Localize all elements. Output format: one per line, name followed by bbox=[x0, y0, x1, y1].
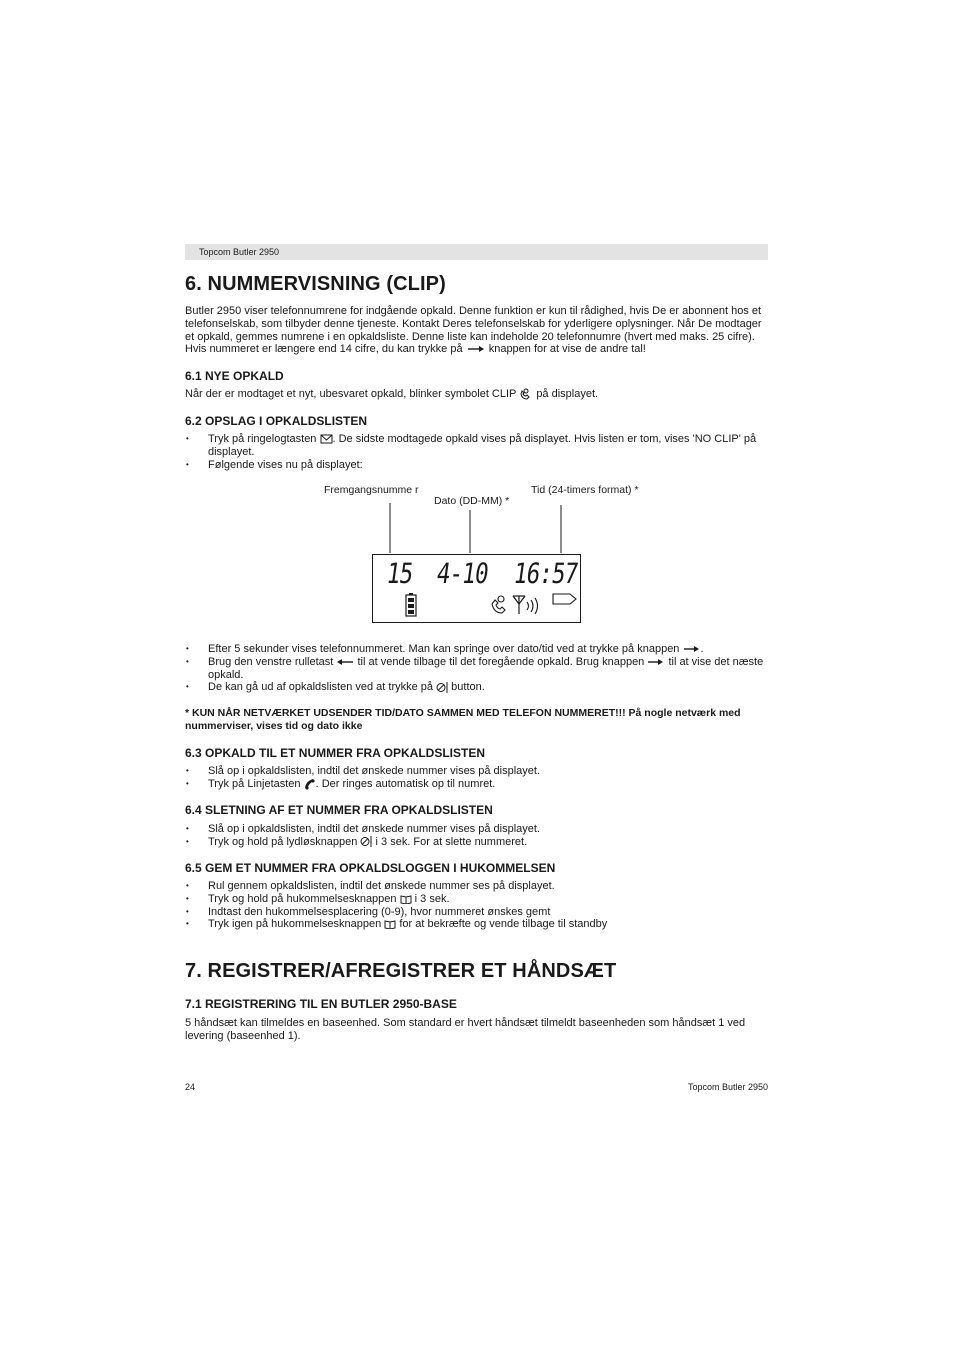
s63-b2-b: . Der ringes automatisk op til numret. bbox=[315, 777, 496, 790]
network-note: * KUN NÅR NETVÆRKET UDSENDER TID/DATO SAMMEN MED TELEFON NUMMERET!!! På nogle netværk med nummerviser, vises tid og dato ikke bbox=[185, 707, 741, 732]
list-item bbox=[185, 681, 768, 694]
section-6-3-title: 6.3 OPKALD TIL ET NUMMER FRA OPKALDSLISTEN bbox=[185, 746, 486, 760]
s62-c1-a: Efter 5 sekunder vises telefonnummeret. Man kan springe over dato/tid ved at trykke på knappen bbox=[208, 643, 680, 655]
list-item: • Følgende vises nu på displayet: bbox=[185, 459, 768, 472]
arrow-right-icon bbox=[466, 345, 486, 353]
list-item: • Indtast den hukommelsesplacering (0-9), hvor nummeret ønskes gemt bbox=[185, 906, 768, 919]
arrow-right-icon bbox=[683, 645, 701, 653]
list-item bbox=[185, 918, 768, 931]
envelope-icon bbox=[320, 434, 333, 444]
list-item bbox=[185, 433, 768, 459]
battery-icon bbox=[405, 593, 417, 617]
s64-b2-b: i 3 sek. For at slette nummeret. bbox=[375, 835, 528, 848]
book-icon bbox=[400, 894, 412, 904]
section-6-1-text bbox=[185, 388, 768, 401]
s65-b4-a: Tryk igen på hukommelsesknappen bbox=[208, 918, 382, 931]
clip-icon bbox=[490, 595, 512, 615]
section-6-title: 6. NUMMERVISNING (CLIP) bbox=[185, 273, 446, 295]
lcd-time: 16:57 bbox=[511, 557, 580, 590]
arrow-left-icon bbox=[336, 658, 354, 666]
s65-b2-b: i 3 sek. bbox=[414, 892, 450, 905]
s62-c2-c: til at vise det næste opkald. bbox=[208, 655, 764, 681]
lcd-screen bbox=[372, 554, 581, 623]
footer-title: Topcom Butler 2950 bbox=[687, 1082, 768, 1092]
mute-icon bbox=[436, 682, 448, 693]
s61-text-b: på displayet. bbox=[536, 388, 599, 400]
list-item: • Slå op i opkaldslisten, indtil det ønskede nummer vises på displayet. bbox=[185, 823, 768, 836]
label-counter: Fremgangsnumme r bbox=[324, 484, 419, 496]
list-item bbox=[185, 656, 768, 682]
antenna-icon bbox=[511, 594, 541, 616]
section-7-title: 7. REGISTRER/AFREGISTRER ET HÅNDSÆT bbox=[185, 960, 617, 982]
clip-icon bbox=[519, 388, 533, 400]
list-item bbox=[185, 893, 768, 906]
envelope-tag-icon bbox=[552, 593, 578, 605]
list-item bbox=[185, 836, 768, 849]
section-7-1-text: 5 håndsæt kan tilmeldes en baseenhed. Som standard er hvert håndsæt tilmeldt baseenheden som håndsæt 1 ved levering (baseenhed 1). bbox=[185, 1017, 746, 1042]
section-6-1-title: 6.1 NYE OPKALD bbox=[185, 369, 284, 383]
s62-c2-a: Brug den venstre rulletast bbox=[208, 655, 334, 668]
section-6-intro bbox=[185, 305, 768, 356]
list-item bbox=[185, 778, 768, 791]
page-number: 24 bbox=[185, 1082, 196, 1092]
s63-b2-a: Tryk på Linjetasten bbox=[208, 777, 301, 790]
intro-text: Butler 2950 viser telefonnumrene for indgående opkald. Denne funktion er kun til rådighed, hvis De er abonnent hos et telefonselskab, som tilbyder denne tjeneste. Kontakt Deres telefonselskab for yderligere oplysninger. Når De modtager et opkald, gemmes numrene i en opkaldsliste. Denne liste kan indeholde 20 telefonnumre (hvert med maks. 25 cifre). bbox=[185, 305, 762, 343]
s62-c1-b: . bbox=[700, 643, 704, 655]
s65-b4-b: for at bekræfte og vende tilbage til standby bbox=[399, 918, 608, 931]
page-header: Topcom Butler 2950 bbox=[185, 244, 768, 260]
arrow-right-icon bbox=[647, 658, 665, 666]
section-7-1-title: 7.1 REGISTRERING TIL EN BUTLER 2950-BASE bbox=[185, 997, 457, 1011]
book-icon bbox=[384, 919, 396, 929]
section-6-4-list bbox=[185, 823, 768, 849]
lcd-date: 4-10 bbox=[434, 557, 491, 590]
section-6-2-list-cont bbox=[185, 643, 768, 694]
section-6-2-list bbox=[185, 433, 768, 471]
s62-b1-b: . De sidste modtagede opkald vises på displayet. Hvis listen er tom, vises 'NO CLIP' på displayet. bbox=[208, 433, 757, 458]
section-6-3-list bbox=[185, 765, 768, 791]
s62-c2-b: til at vende tilbage til det foregående opkald. Brug knappen bbox=[357, 655, 645, 668]
section-6-5-list bbox=[185, 880, 768, 931]
s64-b2-a: Tryk og hold på lydløsknappen bbox=[208, 835, 358, 848]
s62-c3-b: button. bbox=[451, 681, 485, 694]
list-item: • Slå op i opkaldslisten, indtil det ønskede nummer vises på displayet. bbox=[185, 765, 768, 778]
phone-icon bbox=[304, 778, 316, 790]
list-item: • Rul gennem opkaldslisten, indtil det ønskede nummer ses på displayet. bbox=[185, 880, 768, 893]
section-6-2-title: 6.2 OPSLAG I OPKALDSLISTEN bbox=[185, 414, 368, 428]
intro-text-end: knappen for at vise de andre tal! bbox=[488, 343, 646, 356]
lcd-diagram bbox=[185, 483, 768, 643]
label-time: Tid (24-timers format) * bbox=[531, 484, 639, 496]
s62-b1-a: Tryk på ringelogtasten bbox=[208, 433, 317, 445]
label-date: Dato (DD-MM) * bbox=[434, 495, 510, 507]
list-item bbox=[185, 643, 768, 656]
section-6-5-title: 6.5 GEM ET NUMMER FRA OPKALDSLOGGEN I HUKOMMELSEN bbox=[185, 861, 556, 875]
intro-text-last: Hvis nummeret er længere end 14 cifre, du kan trykke på bbox=[185, 343, 463, 356]
section-6-4-title: 6.4 SLETNING AF ET NUMMER FRA OPKALDSLISTEN bbox=[185, 803, 493, 817]
s65-b2-a: Tryk og hold på hukommelsesknappen bbox=[208, 892, 397, 905]
s61-text-a: Når der er modtaget et nyt, ubesvaret opkald, blinker symbolet CLIP bbox=[185, 388, 517, 400]
s62-c3-a: De kan gå ud af opkaldslisten ved at trykke på bbox=[208, 681, 434, 694]
mute-icon bbox=[360, 836, 372, 847]
lcd-counter: 15 bbox=[384, 557, 415, 590]
